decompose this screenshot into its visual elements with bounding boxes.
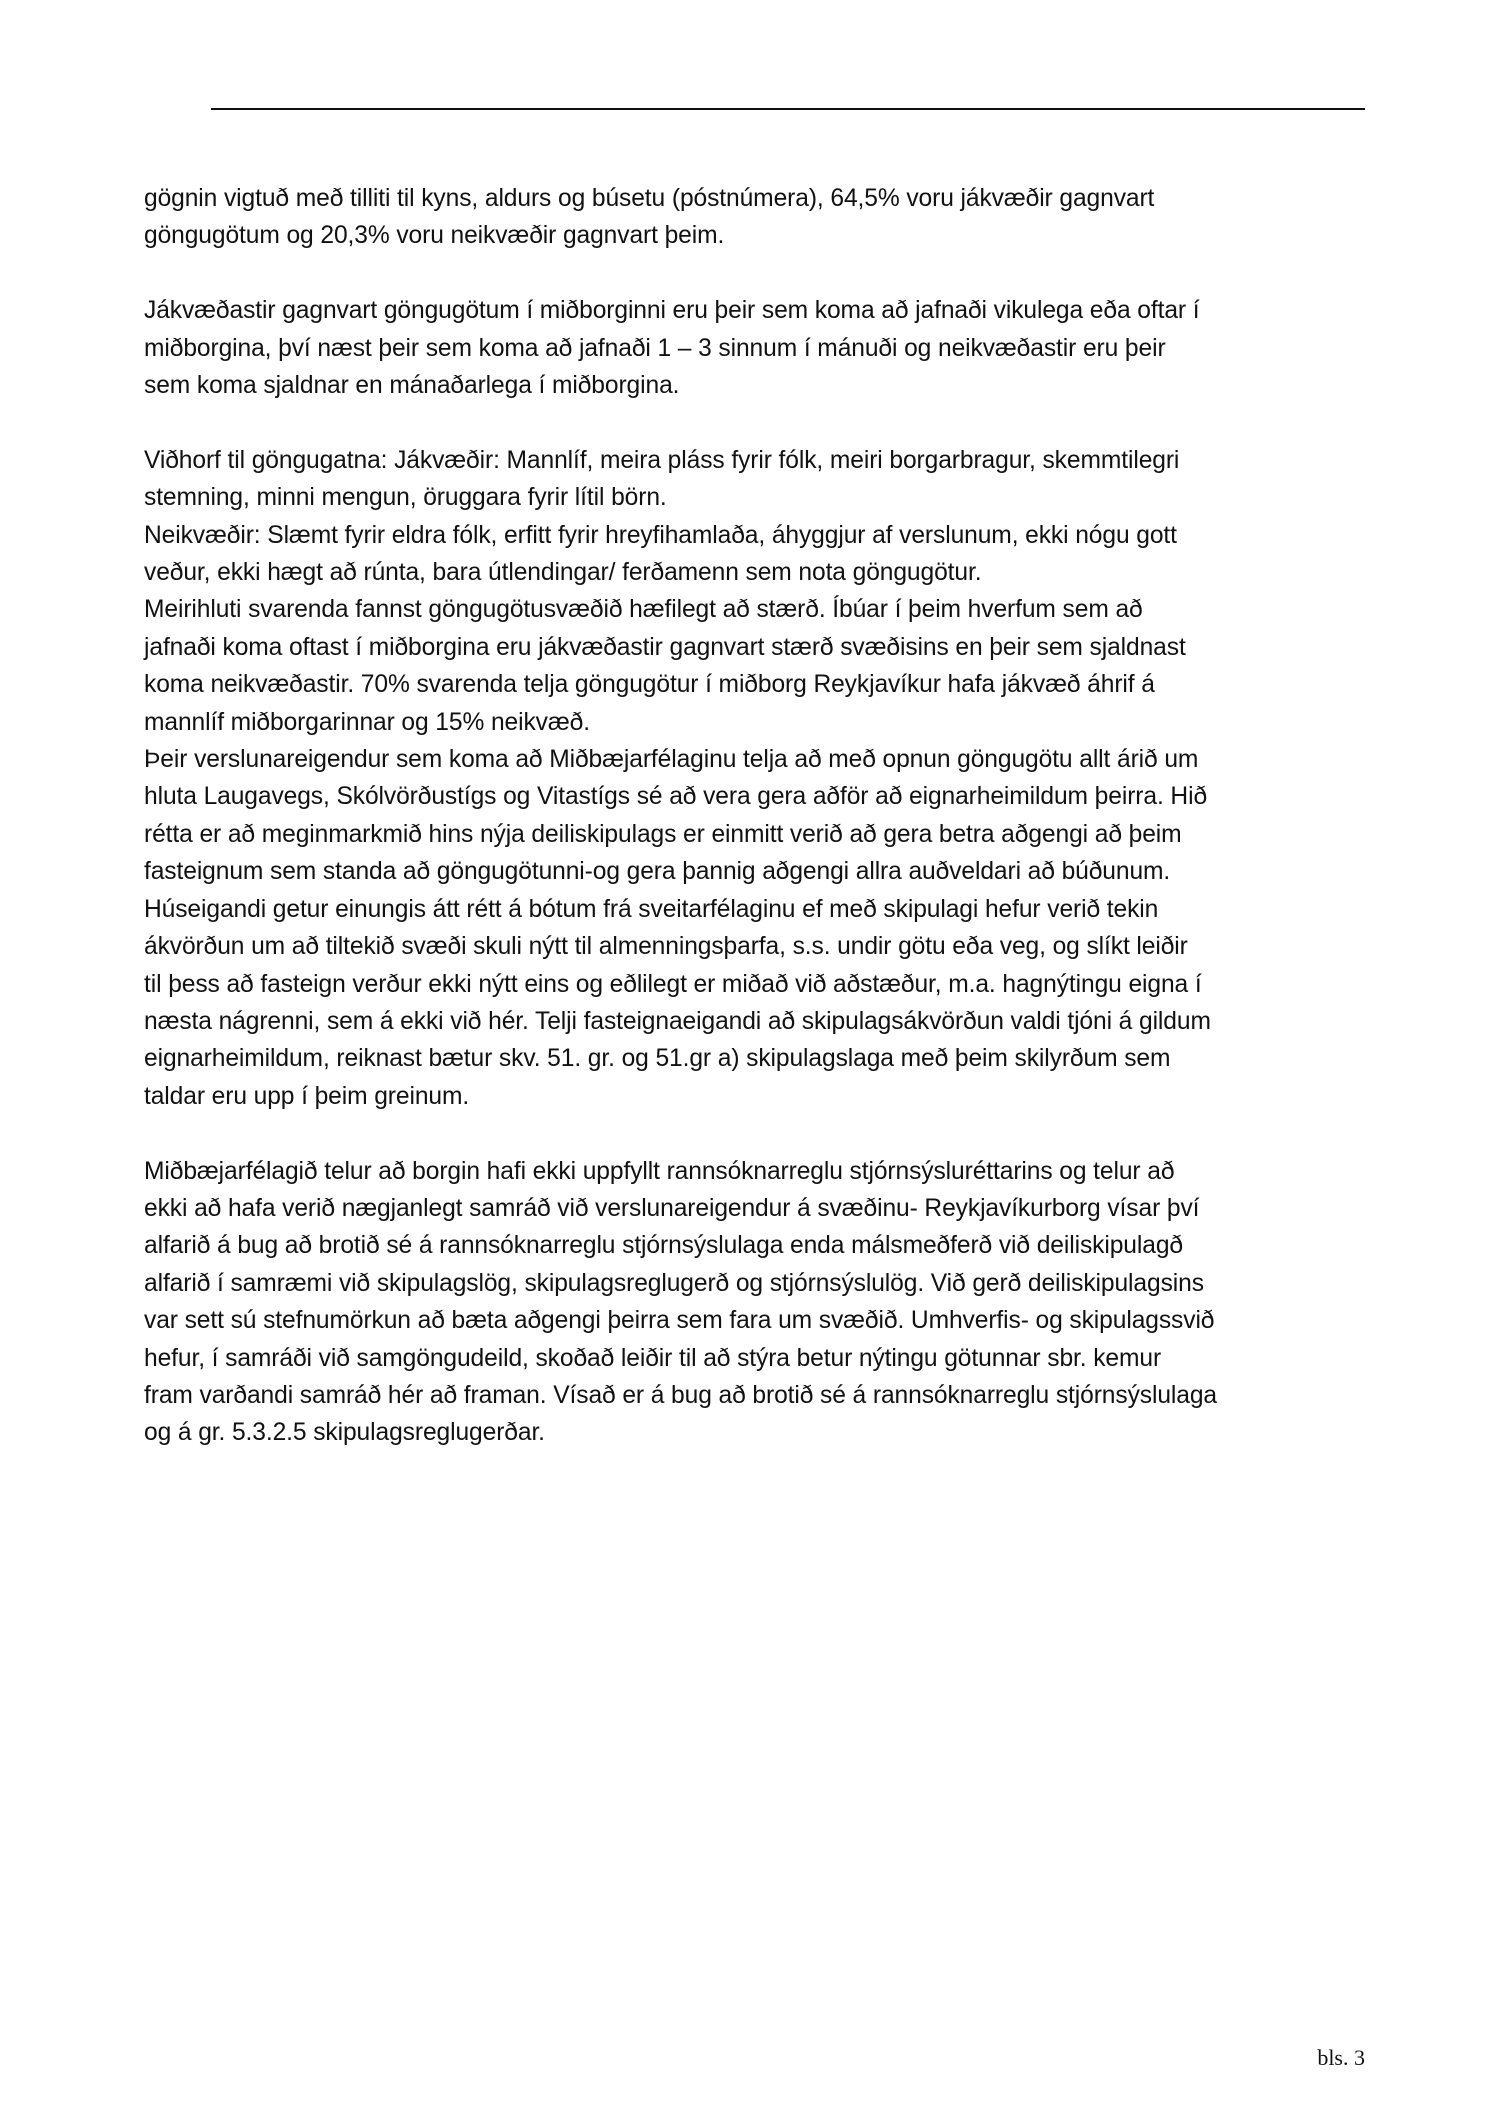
document-body (144, 180, 1374, 1489)
text-line: Jákvæðastir gagnvart göngugötum í miðborginni eru þeir sem koma að jafnaði vikulega eða oftar í (144, 297, 1200, 325)
text-line: var sett sú stefnumörkun að bæta aðgengi þeirra sem fara um svæðið. Umhverfis- og skipulagssvið (144, 1307, 1215, 1335)
text-line: koma neikvæðastir. 70% svarenda telja göngugötur í miðborg Reykjavíkur hafa jákvæð áhrif á (144, 671, 1155, 699)
header-rule (211, 108, 1365, 110)
text-line: til þess að fasteign verður ekki nýtt eins og eðlilegt er miðað við aðstæður, m.a. hagnýtingu eigna í (144, 970, 1202, 998)
paragraph-survey-results (144, 180, 1374, 255)
paragraph-attitudes (144, 442, 1374, 1115)
text-line: Viðhorf til göngugatna: Jákvæðir: Mannlíf, meira pláss fyrir fólk, meiri borgarbragur, skemmtilegri (144, 446, 1180, 474)
paragraph-midbaejarfelagid (144, 1153, 1374, 1452)
text-line: fram varðandi samráð hér að framan. Vísað er á bug að brotið sé á rannsóknarreglu stjórnsýslulaga (144, 1381, 1218, 1409)
text-line: Neikvæðir: Slæmt fyrir eldra fólk, erfitt fyrir hreyfihamlaða, áhyggjur af verslunum, ekki nógu gott (144, 521, 1177, 549)
text-line: jafnaði koma oftast í miðborgina eru jákvæðastir gagnvart stærð svæðisins en þeir sem sjaldnast (144, 633, 1186, 661)
text-line: ákvörðun um að tiltekið svæði skuli nýtt til almenningsþarfa, s.s. undir götu eða veg, og slíkt leiðir (144, 933, 1188, 961)
text-line: alfarið á bug að brotið sé á rannsóknarreglu stjórnsýslulaga enda málsmeðferð við deiliskipulagð (144, 1232, 1183, 1260)
text-line: gögnin vigtuð með tilliti til kyns, aldurs og búsetu (póstnúmera), 64,5% voru jákvæðir gagnvart (144, 185, 1155, 212)
text-line: Þeir verslunareigendur sem koma að Miðbæjarfélaginu telja að með opnun göngugötu allt árið um (144, 746, 1199, 774)
text-line: stemning, minni mengun, öruggara fyrir lítil börn. (144, 484, 667, 512)
text-line: rétta er að meginmarkmið hins nýja deiliskipulags er einmitt verið að gera betra aðgengi að þeim (144, 820, 1182, 848)
text-line: Húseigandi getur einungis átt rétt á bótum frá sveitarfélaginu ef með skipulagi hefur verið tekin (144, 895, 1159, 923)
text-line: Meirihluti svarenda fannst göngugötusvæðið hæfilegt að stærð. Íbúar í þeim hverfum sem að (144, 596, 1143, 624)
text-line: eignarheimildum, reiknast bætur skv. 51. gr. og 51.gr a) skipulagslaga með þeim skilyrðum sem (144, 1045, 1171, 1073)
text-line: mannlíf miðborgarinnar og 15% neikvæð. (144, 708, 590, 736)
text-line: og á gr. 5.3.2.5 skipulagsreglugerðar. (144, 1419, 545, 1447)
text-line: hefur, í samráði við samgöngudeild, skoðað leiðir til að stýra betur nýtingu götunnar sbr. kemur (144, 1344, 1162, 1372)
text-line: ekki að hafa verið nægjanlegt samráð við verslunareigendur á svæðinu- Reykjavíkurborg vísar því (144, 1194, 1200, 1222)
text-line: fasteignum sem standa að göngugötunni-og gera þannig aðgengi allra auðveldari að búðunum. (144, 858, 1171, 886)
text-line: Miðbæjarfélagið telur að borgin hafi ekki uppfyllt rannsóknarreglu stjórnsýsluréttarins og telur að (144, 1157, 1175, 1185)
text-line: veður, ekki hægt að rúnta, bara útlendingar/ ferðamenn sem nota göngugötur. (144, 559, 982, 587)
paragraph-visit-frequency (144, 292, 1374, 404)
page-number: bls. 3 (1317, 2045, 1365, 2070)
text-line: göngugötum og 20,3% voru neikvæðir gagnvart þeim. (144, 222, 725, 250)
text-line: taldar eru upp í þeim greinum. (144, 1082, 470, 1110)
text-line: næsta nágrenni, sem á ekki við hér. Telji fasteignaeigandi að skipulagsákvörðun valdi tjóni á gildum (144, 1007, 1211, 1035)
text-line: miðborgina, því næst þeir sem koma að jafnaði 1 – 3 sinnum í mánuði og neikvæðastir eru þeir (144, 334, 1166, 362)
text-line: hluta Laugavegs, Skólvörðustígs og Vitastígs sé að vera gera aðför að eignarheimildum þeirra. Hið (144, 783, 1208, 811)
text-line: alfarið í samræmi við skipulagslög, skipulagsreglugerð og stjórnsýslulög. Við gerð deiliskipulagsins (144, 1269, 1204, 1297)
text-line: sem koma sjaldnar en mánaðarlega í miðborgina. (144, 372, 680, 400)
